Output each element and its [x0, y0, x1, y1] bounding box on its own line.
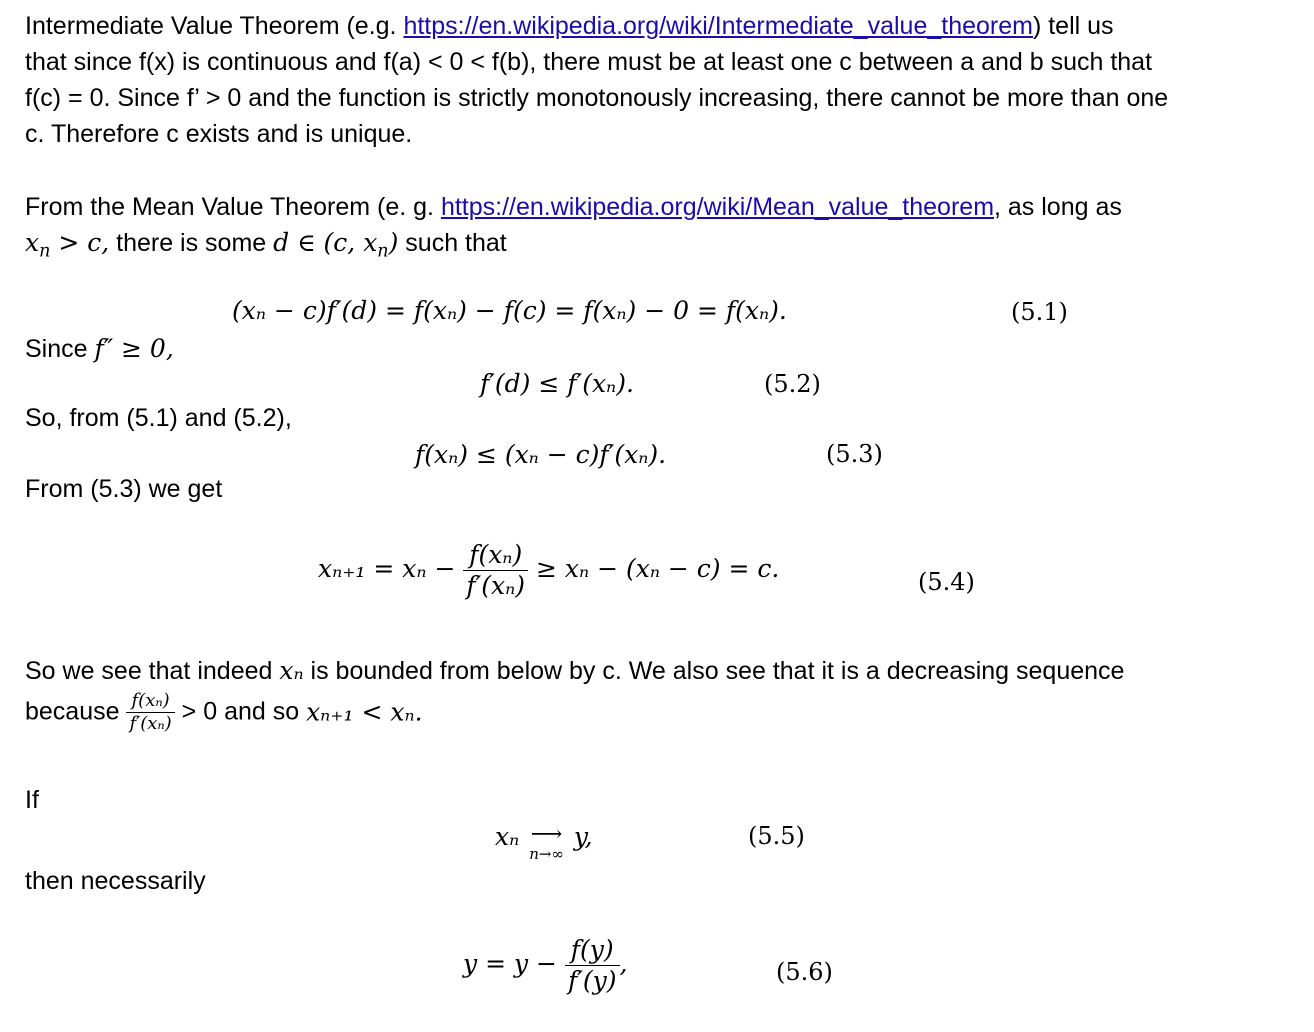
eq55-limit — [529, 824, 564, 862]
ivt-link[interactable]: https://en.wikipedia.org/wiki/Intermediate_value_theorem — [403, 12, 1033, 40]
eq55-right: y, — [573, 822, 593, 851]
math-gt-c: > c, — [50, 228, 110, 257]
mvt-text-tail: , as long as — [994, 193, 1122, 221]
limit-arrow: ⟶ — [530, 822, 563, 847]
equation-5-1: (xₙ − c)f′(d) = f(xₙ) − f(c) = f(xₙ) − 0 = f(xₙ). — [232, 296, 787, 325]
because-math: xₙ₊₁ < xₙ. — [306, 697, 423, 727]
ivt-line-3: f(c) = 0. Since f’ > 0 and the function is strictly monotonously increasing, there cannot be more than one — [25, 84, 1169, 112]
paragraph-mvt — [25, 189, 1122, 269]
equation-number-5-3: (5.3) — [826, 440, 883, 468]
if-label: If — [25, 786, 39, 814]
mvt-line-2 — [25, 225, 1122, 269]
math-paren: ) — [388, 228, 399, 257]
limit-subscript: n→∞ — [529, 845, 564, 863]
equation-5-2: f′(d) ≤ f′(xₙ). — [480, 369, 634, 398]
equation-5-6 — [463, 935, 627, 996]
ivt-text: Intermediate Value Theorem (e.g. — [25, 12, 404, 40]
mvt-link[interactable]: https://en.wikipedia.org/wiki/Mean_value_theorem — [440, 193, 995, 221]
paragraph-bounded-line-1 — [25, 656, 1124, 686]
so-from-label: So, from (5.1) and (5.2), — [25, 404, 292, 432]
eq54-fraction — [463, 540, 528, 601]
because-fraction — [126, 690, 174, 734]
mvt-text-mid: there is some — [109, 229, 274, 257]
math-sub: n — [377, 241, 389, 262]
equation-5-4 — [318, 540, 779, 601]
math-sub: n — [39, 241, 51, 262]
eq54-left: xₙ₊₁ = xₙ − — [318, 554, 456, 583]
paragraph-ivt — [25, 8, 1168, 152]
since-math: f″ ≥ 0, — [94, 334, 174, 363]
bounded-text-tail: is bounded from below by c. We also see that it is a decreasing sequence — [303, 657, 1125, 685]
equation-number-5-2: (5.2) — [764, 370, 821, 398]
because-denominator: f′(xₙ) — [129, 712, 172, 734]
since-text: Since — [25, 335, 95, 363]
mvt-line-1 — [25, 189, 1122, 225]
because-text: because — [25, 697, 127, 726]
equation-number-5-4: (5.4) — [918, 568, 975, 596]
equation-5-5 — [495, 824, 593, 862]
ivt-line-2: that since f(x) is continuous and f(a) < 0 < f(b), there must be at least one c between a and b such that — [25, 48, 1153, 76]
math-x: x — [25, 228, 40, 257]
eq54-denominator: f′(xₙ) — [466, 571, 526, 600]
since-label — [25, 334, 174, 364]
equation-number-5-5: (5.5) — [748, 822, 805, 850]
equation-number-5-6: (5.6) — [776, 958, 833, 986]
bounded-math: xₙ — [279, 656, 304, 685]
equation-5-3: f(xₙ) ≤ (xₙ − c)f′(xₙ). — [415, 440, 667, 469]
eq55-left: xₙ — [495, 822, 520, 851]
mvt-text: From the Mean Value Theorem (e. g. — [25, 193, 441, 221]
eq56-denominator: f′(y) — [567, 966, 617, 995]
ivt-line-4: c. Therefore c exists and is unique. — [25, 120, 413, 148]
eq56-fraction — [565, 935, 620, 996]
from-5-3-label: From (5.3) we get — [25, 475, 223, 503]
equation-number-5-1: (5.1) — [1011, 298, 1068, 326]
mvt-text-end: such that — [398, 229, 507, 257]
paragraph-bounded-line-2 — [25, 690, 423, 734]
math-d-interval: d ∈ (c, x — [273, 228, 378, 257]
eq56-left: y = y − — [463, 949, 557, 978]
because-mid: > 0 and so — [181, 697, 307, 726]
eq56-numerator: f(y) — [565, 935, 620, 966]
then-label: then necessarily — [25, 867, 206, 895]
bounded-text: So we see that indeed — [25, 657, 280, 685]
eq54-numerator: f(xₙ) — [463, 540, 528, 571]
ivt-line-1 — [25, 8, 1168, 44]
eq54-right: ≥ xₙ − (xₙ − c) = c. — [536, 554, 780, 583]
ivt-text-tail: ) tell us — [1032, 12, 1114, 40]
because-numerator: f(xₙ) — [126, 690, 174, 713]
eq56-comma: , — [619, 949, 628, 978]
